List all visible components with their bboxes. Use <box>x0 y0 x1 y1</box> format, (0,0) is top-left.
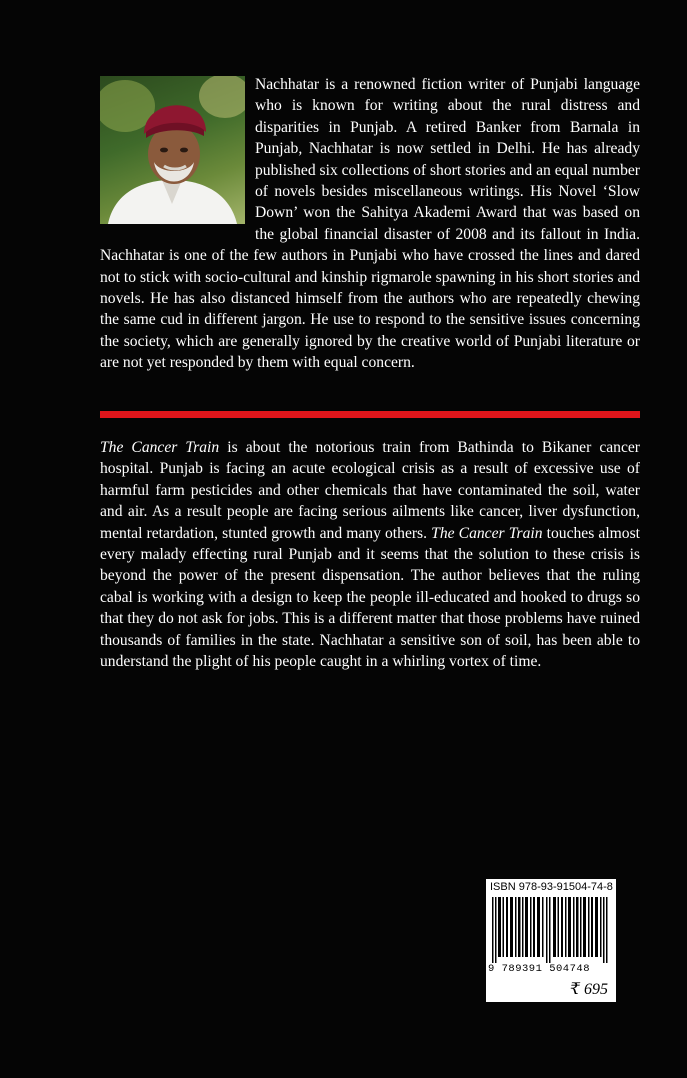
barcode-icon <box>490 897 612 963</box>
red-divider <box>100 411 640 418</box>
price-label: ₹ 695 <box>569 981 608 998</box>
book-title: The Cancer Train <box>100 439 220 456</box>
blurb-text: touches almost every malady effecting rural Punjab and it seems that the solution to these crisis is beyond the power of the present dispensation. The author believes that the ruling cabal is working with a design to keep the people ill-educated and hooked to drugs so that they do not ask for jobs. This is a different matter that those problems have ruined thousands of families in the state. Nachhatar a sensitive son of soil, has been able to understand the plight of his people caught in a whirling vortex of time. <box>100 524 640 671</box>
isbn-label: ISBN 978-93-91504-74-8 <box>490 881 613 893</box>
blurb-text: is about the notorious train from Bathinda to Bikaner cancer hospital. Punjab is facing an acute ecological crisis as a result of excessive use of harmful farm pesticides and other chemicals that have contaminated the soil, water and air. As a result people are facing serious ailments like cancer, liver dysfunction, mental retardation, stunted growth and many others. <box>100 439 640 542</box>
book-title: The Cancer Train <box>431 524 543 542</box>
author-photo <box>100 76 245 224</box>
author-bio <box>100 74 640 374</box>
book-blurb <box>100 437 640 672</box>
isbn-barcode-block <box>486 879 616 1002</box>
bio-text: Nachhatar is a renowned fiction writer of Punjabi language who is known for writing about the rural distress and disparities in Punjab. A retired Banker from Barnala in Punjab, Nachhatar is now settled in Delhi. He has already published six collections of short stories and an equal number of novels besides miscellaneous writings. His Novel ‘Slow Down’ won the Sahitya Akademi Award that was based on the global financial disaster of 2008 and its fallout in India. Nachhatar is one of the few authors in Punjabi who have crossed the lines and dared not to stick with socio-cultural and kinship rigmarole spawning in his short stories and novels. He has also distanced himself from the authors who are repeatedly chewing the same cud in different jargon. He use to respond to the sensitive issues concerning the society, which are generally ignored by the creative world of Punjabi literature or are not yet responded by them with equal concern. <box>100 76 641 372</box>
barcode-digits: 9 789391 504748 <box>488 963 591 975</box>
author-portrait-icon <box>100 76 245 224</box>
